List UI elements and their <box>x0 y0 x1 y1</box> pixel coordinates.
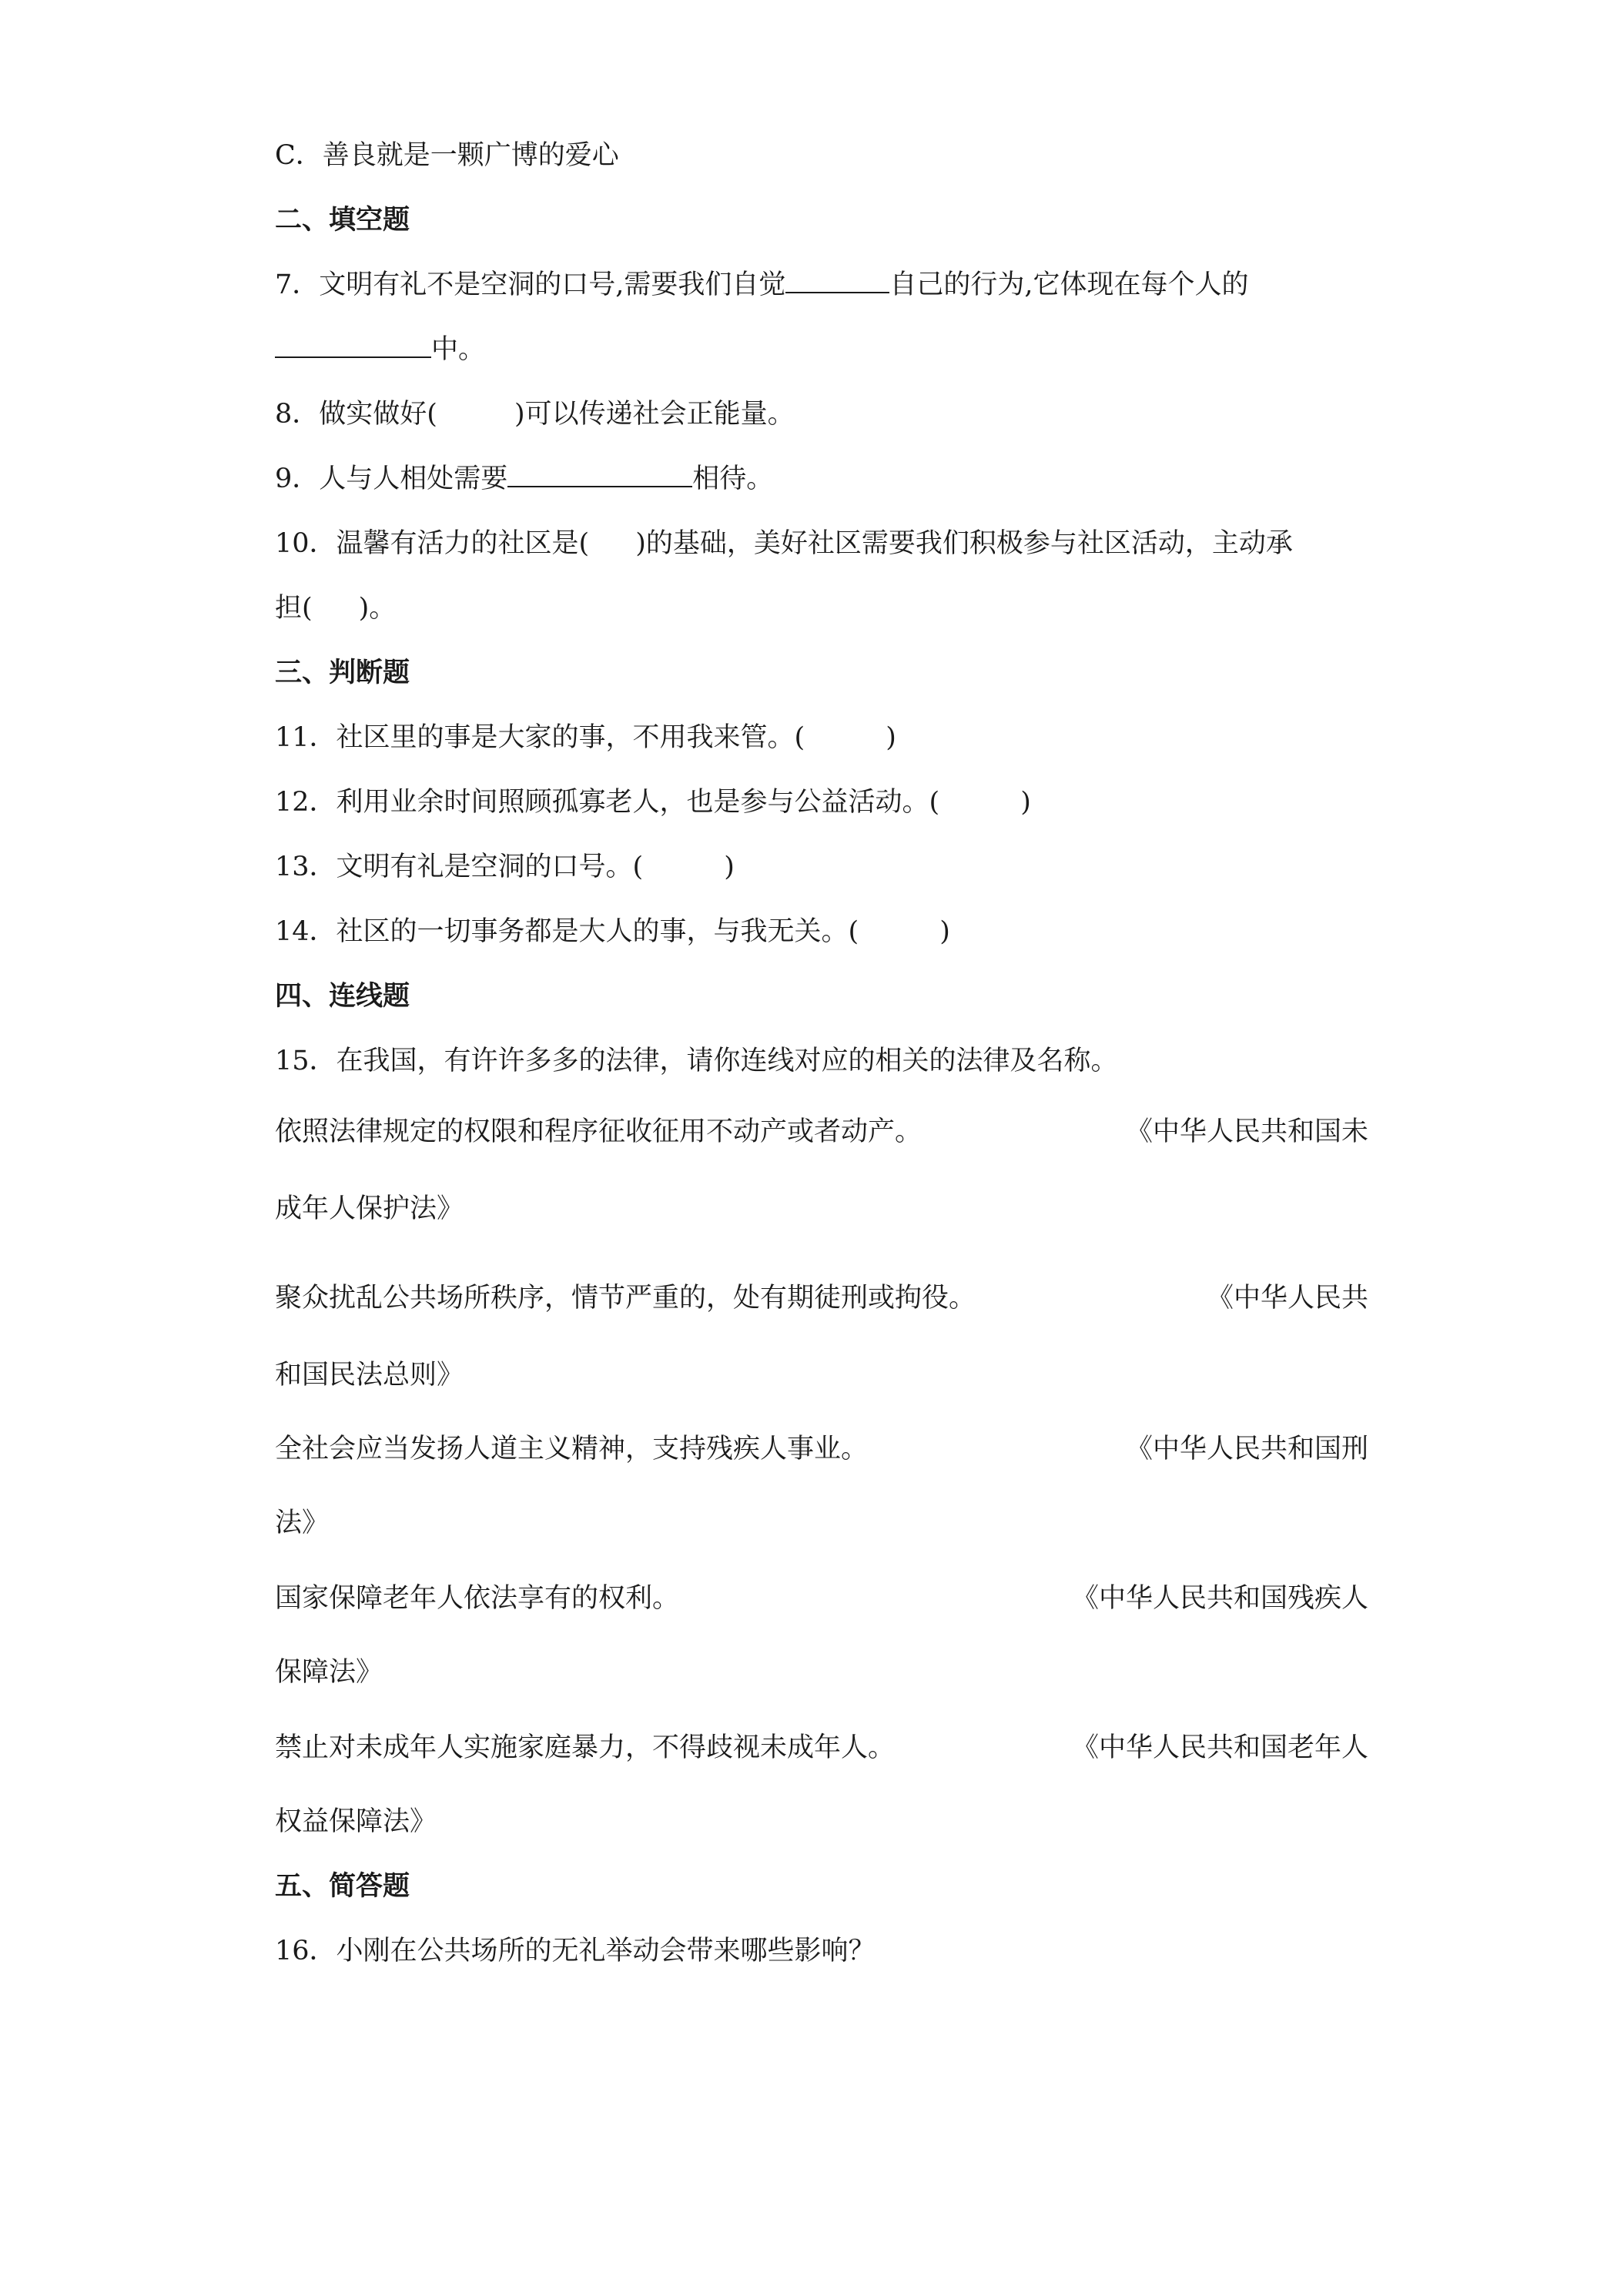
q13-close-paren: ) <box>724 852 735 882</box>
q8-text-1: 8．做实做好( <box>275 399 437 430</box>
question-10-line-1 <box>275 527 1368 561</box>
match-law-4-continued: 保障法》 <box>275 1657 383 1688</box>
q7-blank-1 <box>785 269 889 293</box>
match-law-5: 《中华人民共和国老年人 <box>1071 1732 1368 1763</box>
section-short-answer-title: 五、简答题 <box>275 1870 410 1902</box>
question-16: 16．小刚在公共场所的无礼举动会带来哪些影响？ <box>275 1936 876 1966</box>
question-7-line-2 <box>275 333 1368 366</box>
q9-text-1: 9．人与人相处需要 <box>275 464 508 494</box>
q9-blank <box>507 463 692 487</box>
question-7-line-1 <box>275 268 1368 302</box>
q14-text: 14．社区的一切事务都是大人的事，与我无关。( <box>275 916 859 947</box>
q9-text-2: 相待。 <box>692 464 774 494</box>
question-12 <box>275 785 1368 819</box>
q12-close-paren: ) <box>1020 787 1031 818</box>
section-fill-in-title: 二、填空题 <box>275 204 410 236</box>
question-10-line-2 <box>275 591 1368 625</box>
match-law-5-continued: 权益保障法》 <box>275 1806 437 1837</box>
q11-text: 11．社区里的事是大家的事，不用我来管。( <box>275 722 805 753</box>
q14-close-paren: ) <box>939 916 950 947</box>
q7-text-1: 7．文明有礼不是空洞的口号,需要我们自觉 <box>275 269 786 300</box>
question-11 <box>275 721 1368 755</box>
match-statement-3: 全社会应当发扬人道主义精神，支持残疾人事业。 <box>275 1434 869 1464</box>
question-13 <box>275 850 1368 884</box>
match-statement-4: 国家保障老年人依法享有的权利。 <box>275 1583 680 1614</box>
q7-blank-2 <box>275 333 431 358</box>
q10-text-1: 10．温馨有活力的社区是( <box>275 528 590 559</box>
match-statement-5: 禁止对未成年人实施家庭暴力，不得歧视未成年人。 <box>275 1732 896 1763</box>
q10-text-2: )的基础，美好社区需要我们积极参与社区活动，主动承 <box>635 528 1293 559</box>
match-law-3-continued: 法》 <box>275 1508 330 1538</box>
section-matching-title: 四、连线题 <box>275 980 410 1012</box>
match-statement-1: 依照法律规定的权限和程序征收征用不动产或者动产。 <box>275 1116 922 1147</box>
q10-text-4: )。 <box>358 593 397 624</box>
match-statement-2: 聚众扰乱公共场所秩序，情节严重的，处有期徒刑或拘役。 <box>275 1283 976 1314</box>
q7-text-2: 自己的行为,它体现在每个人的 <box>889 269 1249 300</box>
question-14 <box>275 915 1368 949</box>
q12-text: 12．利用业余时间照顾孤寡老人，也是参与公益活动。( <box>275 787 940 818</box>
question-15: 15．在我国，有许许多多的法律，请你连线对应的相关的法律及名称。 <box>275 1046 1118 1076</box>
match-law-3: 《中华人民共和国刑 <box>1125 1434 1368 1464</box>
question-9 <box>275 462 1368 496</box>
section-true-false-title: 三、判断题 <box>275 657 410 688</box>
match-law-1-continued: 成年人保护法》 <box>275 1193 464 1224</box>
option-c: C．善良就是一颗广博的爱心 <box>275 140 619 171</box>
match-law-1: 《中华人民共和国未 <box>1125 1116 1368 1147</box>
q10-text-3: 担( <box>275 593 313 624</box>
q13-text: 13．文明有礼是空洞的口号。( <box>275 852 644 882</box>
q7-text-3: 中。 <box>431 334 486 365</box>
q8-text-2: )可以传递社会正能量。 <box>514 399 795 430</box>
match-law-2-continued: 和国民法总则》 <box>275 1360 464 1391</box>
q11-close-paren: ) <box>886 722 896 753</box>
match-law-4: 《中华人民共和国残疾人 <box>1071 1583 1368 1614</box>
match-law-2: 《中华人民共 <box>1206 1283 1368 1314</box>
question-8 <box>275 397 1368 431</box>
